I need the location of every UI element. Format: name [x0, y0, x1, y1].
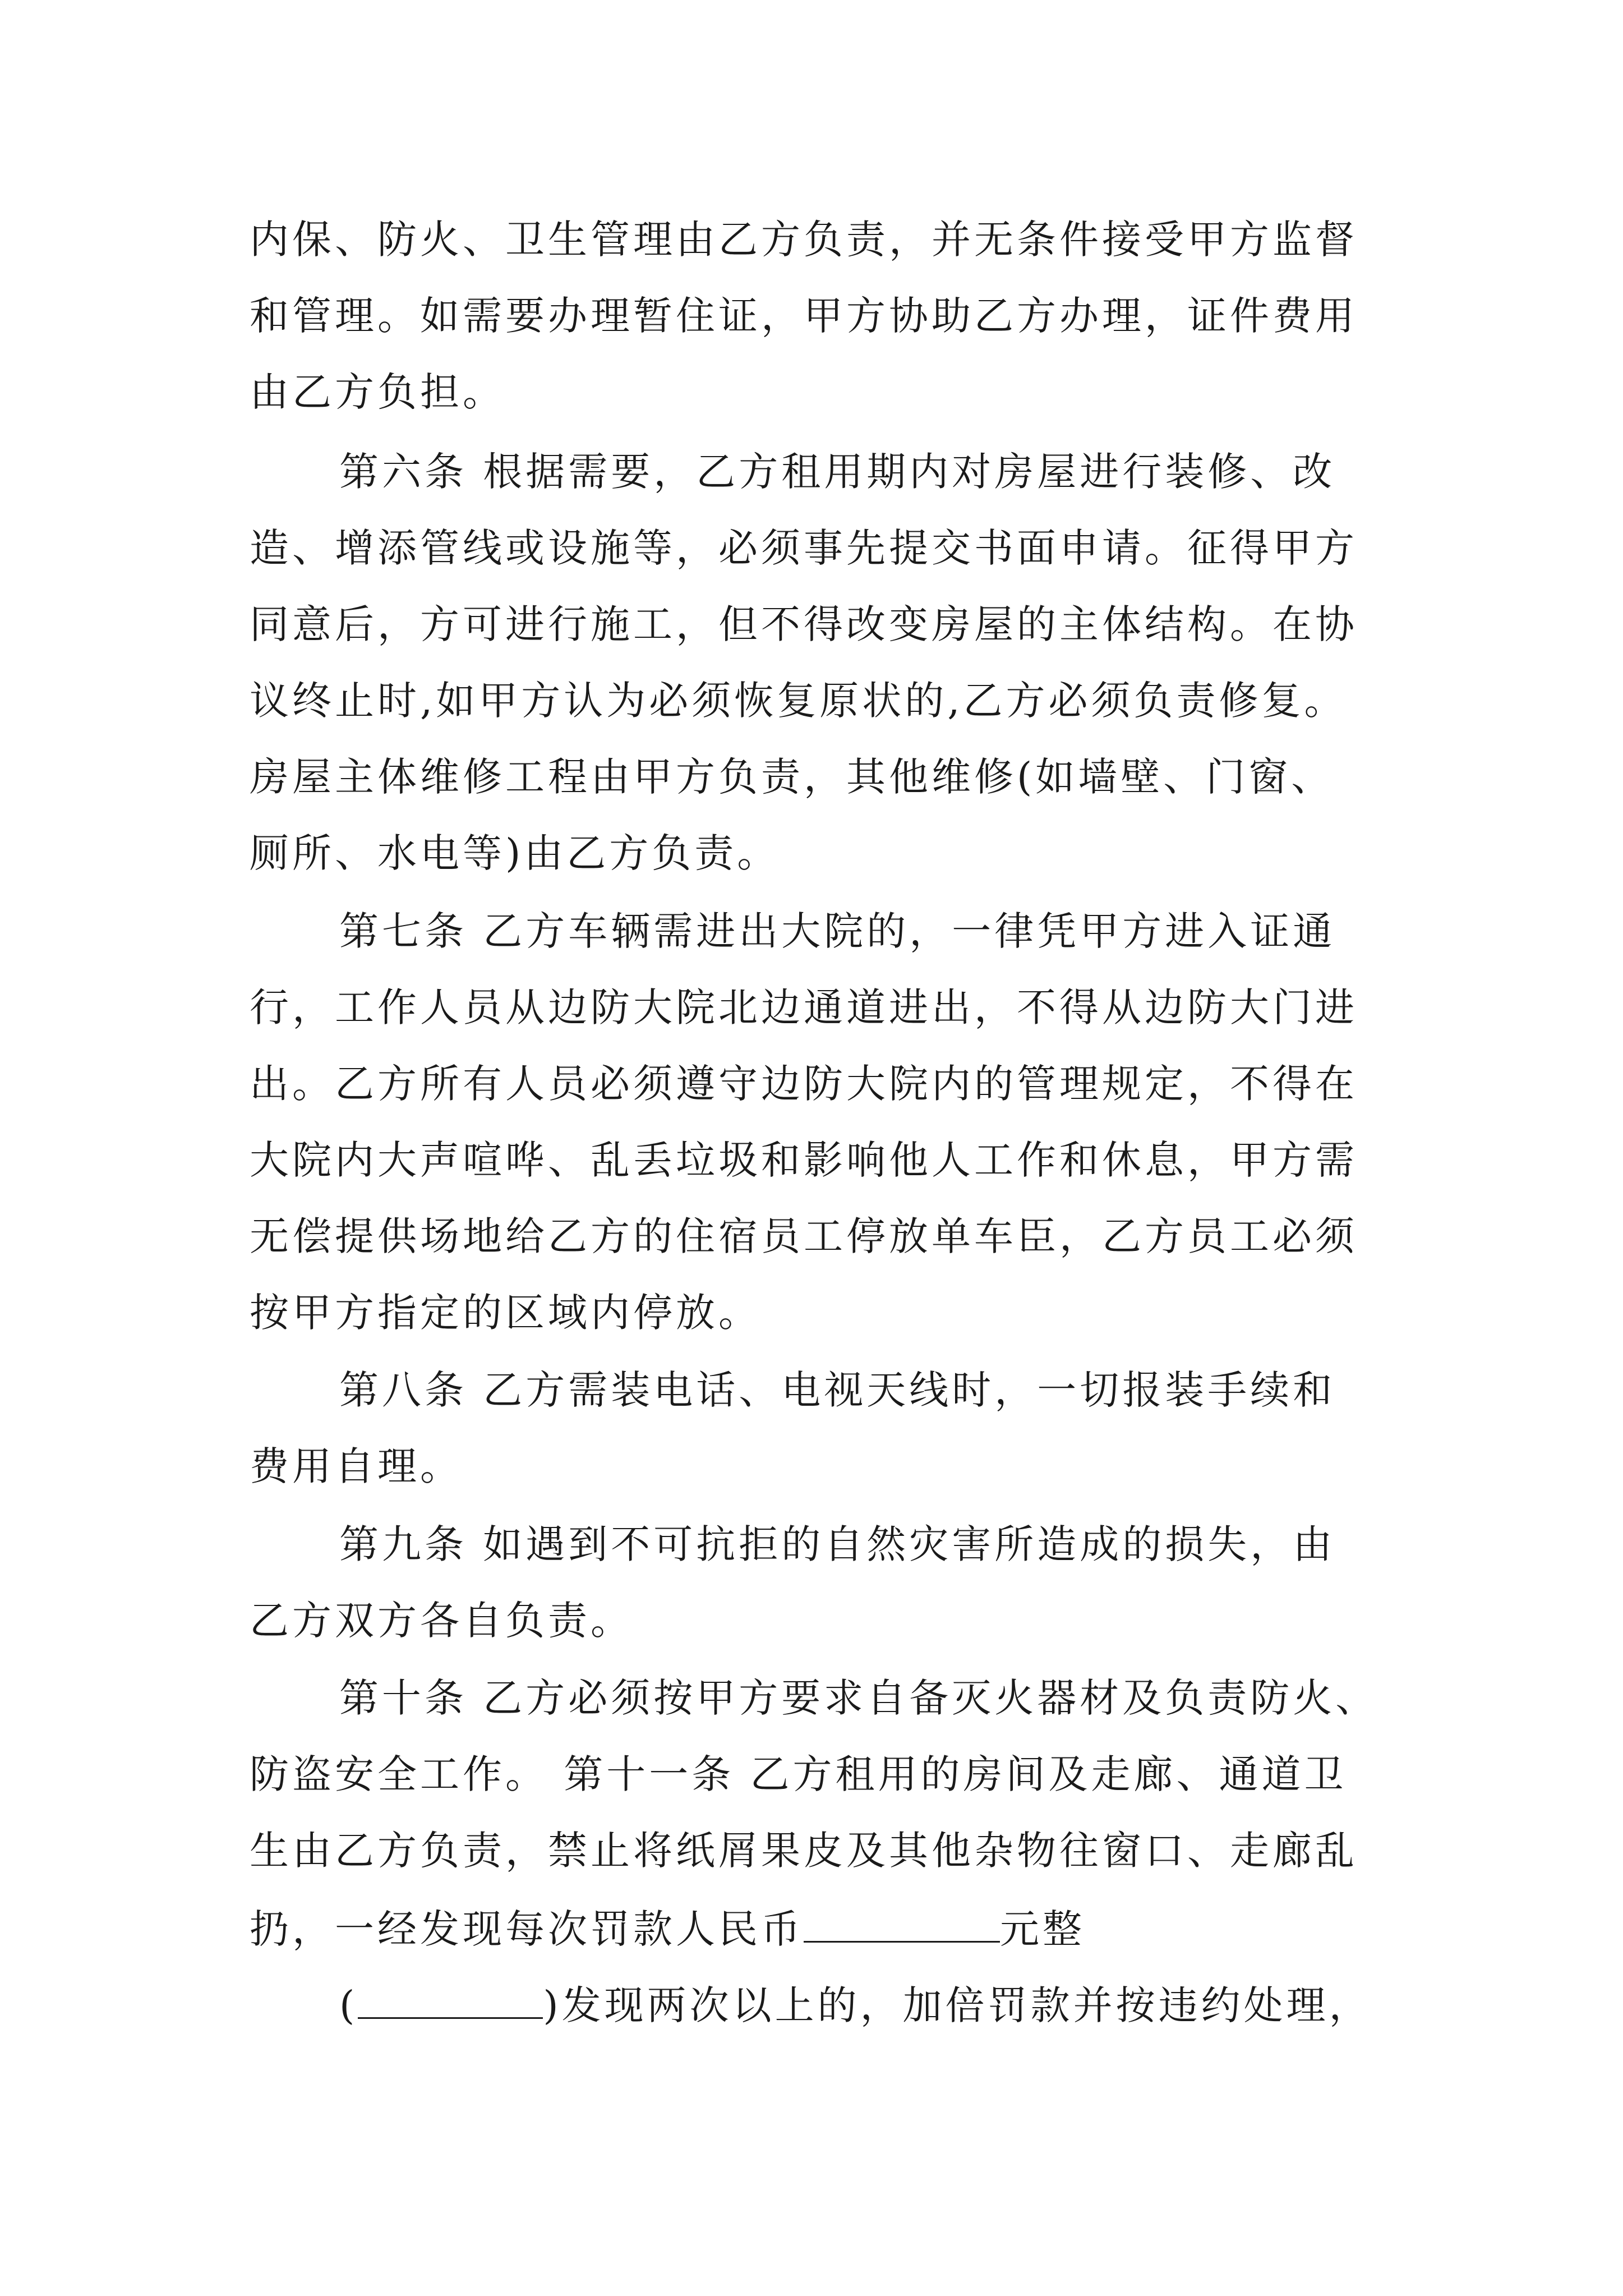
text-line-3: 由乙方负担。	[250, 369, 505, 415]
fine-text-after: 元整	[1000, 1906, 1085, 1952]
text-line-15: 按甲方指定的区域内停放。	[250, 1290, 761, 1336]
text-line-7: 议终止时,如甲方认为必须恢复原状的,乙方必须负责修复。	[250, 678, 1347, 724]
text-line-11: 行，工作人员从边防大院北边通道进出，不得从边防大门进	[250, 984, 1358, 1030]
penalty-text: )发现两次以上的，加倍罚款并按违约处理，	[543, 1982, 1372, 2028]
text-line-12: 出。乙方所有人员必须遵守边防大院内的管理规定，不得在	[250, 1061, 1358, 1107]
text-line-23	[250, 1906, 1085, 1952]
fine-amount-words-blank	[358, 1984, 543, 2019]
text-line-22: 生由乙方负责，禁止将纸屑果皮及其他杂物往窗口、走廊乱	[250, 1828, 1358, 1874]
fine-text-before: 扔，一经发现每次罚款人民币	[250, 1906, 804, 1952]
text-line-5: 造、增添管线或设施等，必须事先提交书面申请。征得甲方	[250, 525, 1358, 571]
text-line-2: 和管理。如需要办理暂住证，甲方协助乙方办理，证件费用	[250, 293, 1358, 339]
text-line-21: 防盗安全工作。 第十一条 乙方租用的房间及走廊、通道卫	[250, 1751, 1347, 1797]
text-line-19: 乙方双方各自负责。	[250, 1598, 633, 1644]
text-line-16: 第八条 乙方需装电话、电视天线时，一切报装手续和	[339, 1367, 1336, 1413]
text-line-17: 费用自理。	[250, 1443, 463, 1489]
text-line-1: 内保、防火、卫生管理由乙方负责，并无条件接受甲方监督	[250, 217, 1358, 263]
fine-amount-blank	[804, 1907, 1000, 1943]
text-line-8: 房屋主体维修工程由甲方负责，其他维修(如墙壁、门窗、	[250, 754, 1334, 800]
text-line-4: 第六条 根据需要，乙方租用期内对房屋进行装修、改	[339, 449, 1336, 495]
text-line-10: 第七条 乙方车辆需进出大院的，一律凭甲方进入证通	[339, 908, 1336, 954]
text-line-24	[339, 1982, 1372, 2028]
open-paren: (	[339, 1982, 358, 2028]
text-line-20: 第十条 乙方必须按甲方要求自备灭火器材及负责防火、	[339, 1675, 1378, 1721]
text-line-18: 第九条 如遇到不可抗拒的自然灾害所造成的损失，由	[339, 1521, 1336, 1567]
text-line-14: 无偿提供场地给乙方的住宿员工停放单车臣，乙方员工必须	[250, 1213, 1358, 1259]
text-line-6: 同意后，方可进行施工，但不得改变房屋的主体结构。在协	[250, 601, 1358, 647]
text-line-9: 厕所、水电等)由乙方负责。	[250, 830, 780, 876]
text-line-13: 大院内大声喧哗、乱丢垃圾和影响他人工作和休息，甲方需	[250, 1137, 1358, 1183]
